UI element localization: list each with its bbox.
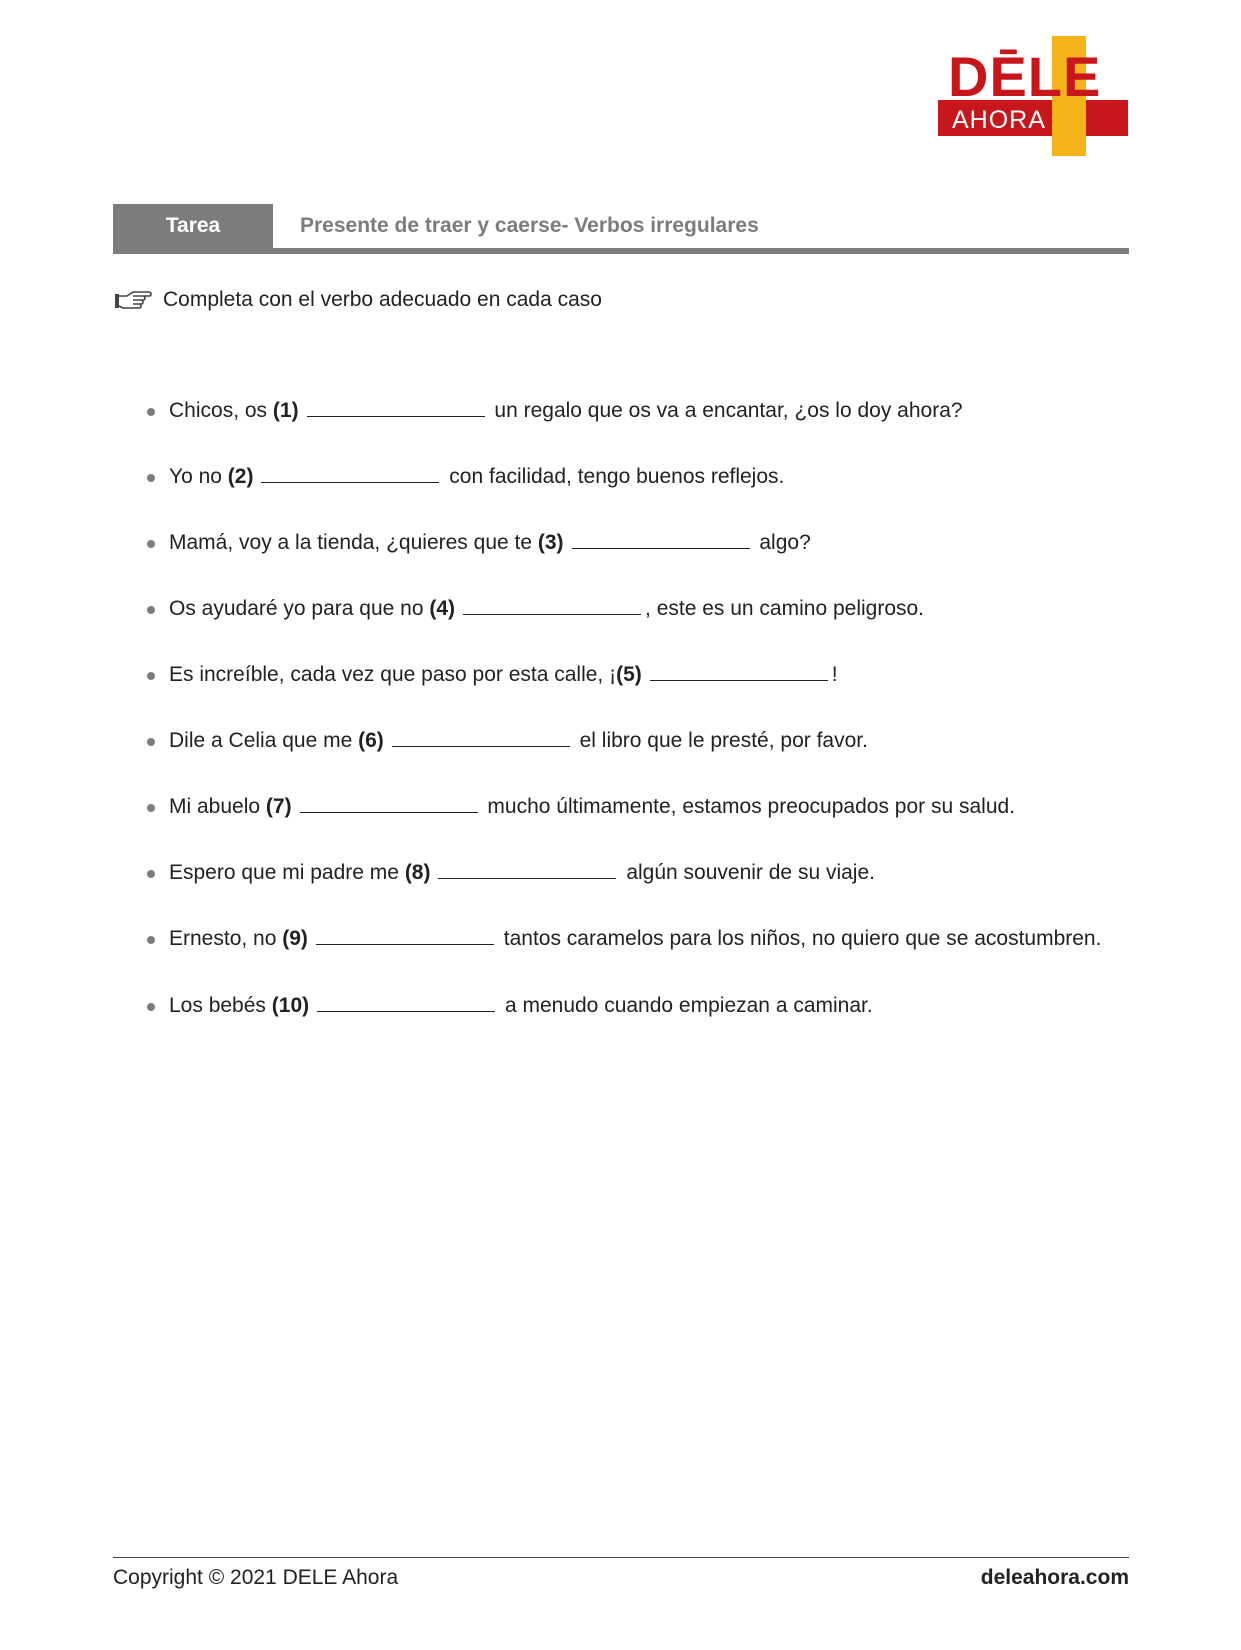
task-title: Presente de traer y caerse- Verbos irregulares bbox=[300, 214, 759, 237]
answer-blank[interactable] bbox=[261, 464, 439, 483]
exercise-item bbox=[147, 528, 1129, 558]
footer-site-link[interactable]: deleahora.com bbox=[980, 1566, 1129, 1589]
task-header bbox=[113, 204, 1129, 254]
instruction-text: Completa con el verbo adecuado en cada caso bbox=[163, 288, 602, 311]
answer-blank[interactable] bbox=[317, 993, 495, 1012]
sentence-end: el libro que le presté, por favor. bbox=[573, 729, 868, 752]
bullet-dot bbox=[147, 474, 155, 482]
answer-blank[interactable] bbox=[316, 926, 494, 945]
sentence-start: Dile a Celia que me bbox=[169, 729, 353, 752]
exercise-item bbox=[147, 396, 1129, 426]
bullet-dot bbox=[147, 1003, 155, 1011]
sentence-start: Yo no bbox=[169, 465, 222, 488]
exercise-item bbox=[147, 594, 1129, 624]
logo-title: DĒLE bbox=[948, 45, 1102, 108]
answer-blank[interactable] bbox=[572, 530, 750, 549]
sentence-start: Es increíble, cada vez que paso por esta calle, ¡ bbox=[169, 663, 617, 686]
blank-number: (8) bbox=[404, 861, 431, 884]
sentence-start: Ernesto, no bbox=[169, 927, 277, 950]
sentence-end: a menudo cuando empiezan a caminar. bbox=[499, 994, 873, 1017]
blank-number: (7) bbox=[265, 795, 292, 818]
sentence-start: Mi abuelo bbox=[169, 795, 261, 818]
sentence-end: tantos caramelos para los niños, no quiero que se acostumbren. bbox=[497, 927, 1102, 950]
blank-number: (3) bbox=[537, 531, 564, 554]
bullet-dot bbox=[147, 738, 155, 746]
sentence-start: Mamá, voy a la tienda, ¿quieres que te bbox=[169, 531, 533, 554]
sentence-end: , este es un camino peligroso. bbox=[645, 597, 925, 620]
sentence-start: Espero que mi padre me bbox=[169, 861, 399, 884]
bullet-dot bbox=[147, 804, 155, 812]
exercise-item bbox=[147, 991, 1129, 1021]
pointing-hand-icon bbox=[113, 288, 153, 312]
sentence-end: mucho últimamente, estamos preocupados por su salud. bbox=[481, 795, 1016, 818]
bullet-dot bbox=[147, 672, 155, 680]
blank-number: (2) bbox=[227, 465, 254, 488]
sentence-end: ! bbox=[831, 663, 838, 686]
exercise-item bbox=[147, 792, 1129, 822]
bullet-dot bbox=[147, 606, 155, 614]
sentence-end: algún souvenir de su viaje. bbox=[620, 861, 875, 884]
exercise-item bbox=[147, 858, 1129, 888]
sentence-end: un regalo que os va a encantar, ¿os lo doy ahora? bbox=[488, 399, 963, 422]
sentence-start: Los bebés bbox=[169, 994, 266, 1017]
answer-blank[interactable] bbox=[438, 860, 616, 879]
sentence-start: Os ayudaré yo para que no bbox=[169, 597, 424, 620]
sentence-end: algo? bbox=[753, 531, 811, 554]
blank-number: (10) bbox=[271, 994, 310, 1017]
blank-number: (4) bbox=[429, 597, 456, 620]
page-footer bbox=[113, 1557, 1129, 1590]
blank-number: (5) bbox=[616, 663, 642, 686]
instruction-line bbox=[113, 284, 602, 316]
exercise-item bbox=[147, 660, 1129, 690]
logo-subtitle: AHORA bbox=[952, 106, 1046, 134]
blank-number: (9) bbox=[282, 927, 308, 950]
dele-ahora-logo bbox=[938, 36, 1128, 156]
blank-number: (6) bbox=[358, 729, 384, 752]
bullet-dot bbox=[147, 870, 155, 878]
answer-blank[interactable] bbox=[300, 794, 478, 813]
answer-blank[interactable] bbox=[650, 662, 828, 681]
bullet-dot bbox=[147, 408, 155, 416]
sentence-start: Chicos, os bbox=[169, 399, 268, 422]
exercise-item bbox=[147, 726, 1129, 756]
sentence-end: con facilidad, tengo buenos reflejos. bbox=[443, 465, 785, 488]
bullet-dot bbox=[147, 936, 155, 944]
task-tab-label: Tarea bbox=[113, 204, 273, 248]
answer-blank[interactable] bbox=[307, 398, 485, 417]
blank-number: (1) bbox=[272, 399, 299, 422]
answer-blank[interactable] bbox=[463, 596, 641, 615]
exercise-list bbox=[147, 396, 1129, 1057]
footer-copyright: Copyright © 2021 DELE Ahora bbox=[113, 1566, 399, 1589]
answer-blank[interactable] bbox=[392, 728, 570, 747]
exercise-item bbox=[147, 462, 1129, 492]
exercise-item bbox=[147, 916, 1129, 962]
bullet-dot bbox=[147, 540, 155, 548]
